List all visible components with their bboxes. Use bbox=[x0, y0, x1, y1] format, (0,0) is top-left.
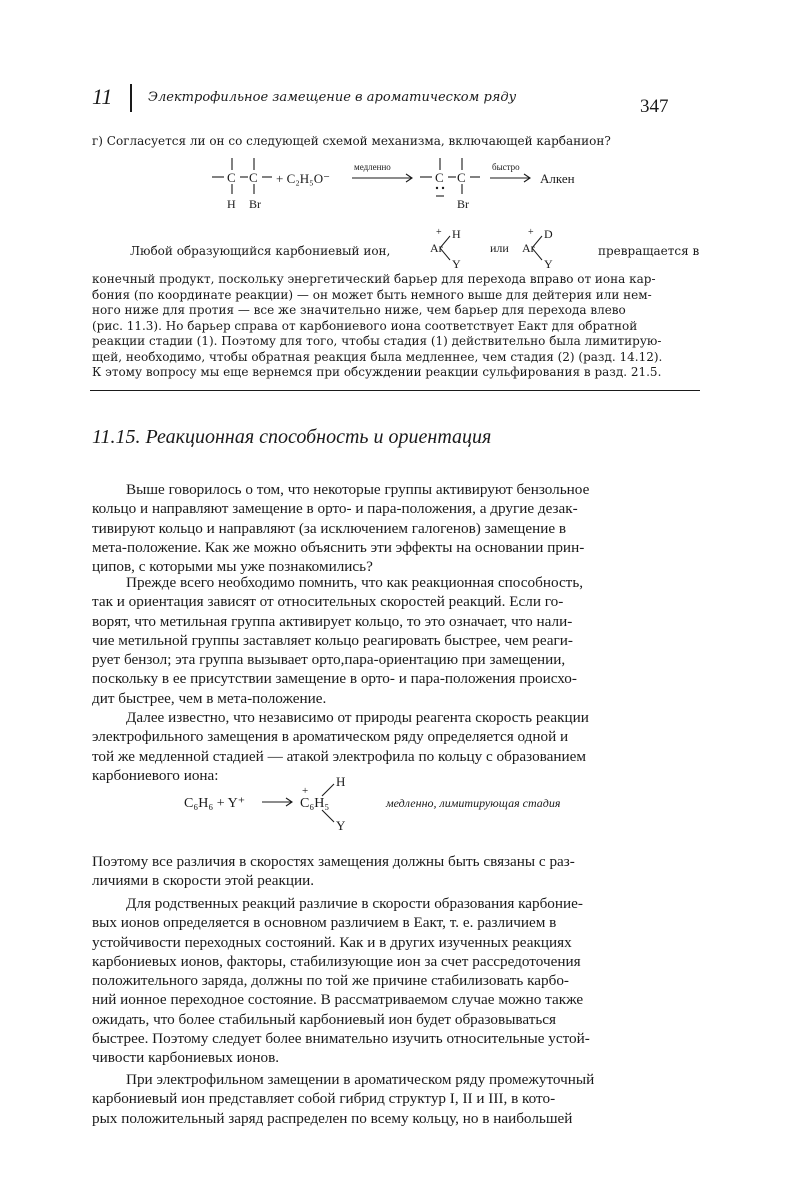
section-rule bbox=[90, 390, 700, 391]
text-line: чивости карбониевых ионов. bbox=[92, 1049, 280, 1067]
text-line: ного ниже для протия — все же значительно ниже, чем барьер для перехода влево bbox=[92, 303, 626, 317]
text-line: (рис. 11.3). Но барьер справа от карбониевого иона соответствует Eакт для обратной bbox=[92, 318, 638, 333]
running-title: Электрофильное замещение в ароматическом ряду bbox=[148, 90, 517, 105]
scheme1-carbon: C bbox=[457, 170, 466, 185]
text-line: карбониевых ионов, факторы, стабилизующие ион за счет рассредоточения bbox=[92, 952, 581, 970]
answer-lead: Любой образующийся карбониевый ион, bbox=[130, 244, 391, 258]
question-g: г) Согласуется ли он со следующей схемой механизма, включающей карбанион? bbox=[92, 134, 611, 148]
text-line: тивируют кольцо и направляют (за исключением галогенов) замещение в bbox=[92, 519, 567, 537]
carbanion-scheme bbox=[200, 152, 620, 218]
page-number: 347 bbox=[640, 96, 669, 117]
text-line: электрофильного замещения в ароматическом ряду определяется одной и bbox=[92, 728, 569, 746]
text-line: дит быстрее, чем в мета-положение. bbox=[92, 689, 327, 707]
reactants: C₆H₆ + Y⁺ bbox=[184, 796, 246, 811]
text-line: ципов, с которыми мы уже познакомились? bbox=[92, 558, 373, 576]
text-line: конечный продукт, поскольку энергетический барьер для перехода вправо от иона кар- bbox=[92, 272, 656, 286]
text-line: карбониевого иона: bbox=[92, 766, 219, 784]
text-line: Прежде всего необходимо помнить, что как реакционная способность, bbox=[126, 574, 584, 591]
text-line: К этому вопросу мы еще вернемся при обсуждении реакции сульфирования в разд. 21.5. bbox=[92, 365, 662, 379]
scheme1-carbon: C bbox=[435, 170, 444, 185]
text-line: поскольку в ее присутствии замещение в орто- и пара-положения происхо- bbox=[92, 670, 577, 688]
svg-text:+: + bbox=[528, 227, 534, 238]
hydrogen-label: H bbox=[336, 774, 346, 789]
section-title: 11.15. Реакционная способность и ориентация bbox=[92, 426, 492, 448]
header-divider bbox=[130, 84, 132, 112]
text-line: Выше говорилось о том, что некоторые группы активируют бензольное bbox=[126, 481, 590, 498]
text-line: карбониевый ион представляет собой гибрид структур I, II и III, в кото- bbox=[92, 1090, 556, 1108]
text-line: ожидать, что более стабильный карбониевый ион будет образовываться bbox=[92, 1010, 557, 1028]
text-line: так и ориентация зависят от относительных скоростей реакций. Если го- bbox=[92, 593, 564, 611]
text-line: реакции стадии (1). Поэтому для того, чтобы стадия (1) действительно была лимитирую- bbox=[92, 334, 662, 348]
aryl-label: Ar bbox=[522, 241, 535, 255]
scheme1-carbon: C bbox=[249, 170, 258, 185]
scheme1-br: Br bbox=[249, 197, 261, 211]
text-line: той же медленной стадией — атакой электрофила по кольцу с образованием bbox=[92, 747, 586, 765]
answer-tail: превращается в bbox=[598, 244, 700, 258]
chapter-number: 11 bbox=[92, 84, 113, 109]
text-line: рых положительный заряд распределен по всему кольцу, но в наибольшей bbox=[92, 1109, 573, 1127]
aryl-label: Ar bbox=[430, 241, 443, 255]
text-line: рует бензол; эта группа вызывает орто,пара-ориентацию при замещении, bbox=[92, 651, 566, 669]
phenyl-carbon: C₆H₅ bbox=[300, 796, 330, 811]
text-line: личиями в скорости этой реакции. bbox=[92, 872, 315, 890]
scheme1-fast-label: быстро bbox=[492, 162, 520, 172]
paragraph-6 bbox=[92, 1070, 702, 1128]
paragraph-5 bbox=[92, 894, 702, 1068]
text-line: Для родственных реакций различие в скорости образования карбоние- bbox=[126, 895, 583, 912]
electrophile-label: Y bbox=[336, 818, 346, 833]
paragraph-4 bbox=[92, 852, 702, 891]
answer-block bbox=[92, 272, 700, 381]
scheme1-br: Br bbox=[457, 197, 469, 211]
carbonium-formation-scheme bbox=[180, 772, 640, 834]
svg-text:H: H bbox=[452, 227, 461, 241]
paragraph-2 bbox=[92, 573, 702, 708]
text-line: ворят, что метильная группа активирует кольцо, то это означает, что нали- bbox=[92, 612, 573, 630]
svg-text:+: + bbox=[436, 227, 442, 238]
plus-charge: + bbox=[302, 785, 309, 797]
text-line: устойчивости переходных состояний. Как и в других изученных реакциях bbox=[92, 933, 572, 951]
scheme1-carbon: C bbox=[227, 170, 236, 185]
text-line: При электрофильном замещении в ароматическом ряду промежуточный bbox=[126, 1071, 595, 1088]
scheme1-h: H bbox=[227, 197, 236, 211]
svg-text:D: D bbox=[544, 227, 553, 241]
text-line: Далее известно, что независимо от природы реагента скорость реакции bbox=[126, 709, 589, 726]
text-line: ний ионное переходное состояние. В рассматриваемом случае можно также bbox=[92, 991, 584, 1009]
text-line: щей, необходимо, чтобы обратная реакция была медленнее, чем стадия (2) (разд. 14.12). bbox=[92, 349, 663, 364]
svg-text:Y: Y bbox=[452, 257, 461, 271]
svg-text:Y: Y bbox=[544, 257, 553, 271]
text-line: чие метильной группы заставляет кольцо реагировать быстрее, чем реаги- bbox=[92, 631, 573, 649]
text-line: бония (по координате реакции) — он может быть немного выше для дейтерия или нем- bbox=[92, 287, 652, 302]
text-line: мета-положение. Как же можно объяснить эти эффекты на основании прин- bbox=[92, 538, 585, 556]
or-word: или bbox=[490, 241, 509, 255]
scheme1-product: Алкен bbox=[540, 171, 575, 186]
text-line: положительного заряда, должны по той же причине стабилизовать карбо- bbox=[92, 972, 569, 990]
scheme1-slow-label: медленно bbox=[354, 162, 391, 172]
carbonium-ions bbox=[430, 226, 590, 272]
text-line: Поэтому все различия в скоростях замещения должны быть связаны с раз- bbox=[92, 853, 575, 870]
text-line: кольцо и направляют замещение в орто- и пара-положения, а другие дезак- bbox=[92, 500, 578, 518]
text-line: вых ионов определяется в основном различием в Eакт, т. е. различием в bbox=[92, 914, 557, 932]
rate-limiting-note: медленно, лимитирующая стадия bbox=[386, 796, 561, 810]
text-line: быстрее. Поэтому следует более внимательно изучить относительные устой- bbox=[92, 1030, 590, 1048]
scheme1-reagent: + C₂H₅O⁻ bbox=[276, 171, 330, 186]
paragraph-1 bbox=[92, 480, 702, 576]
